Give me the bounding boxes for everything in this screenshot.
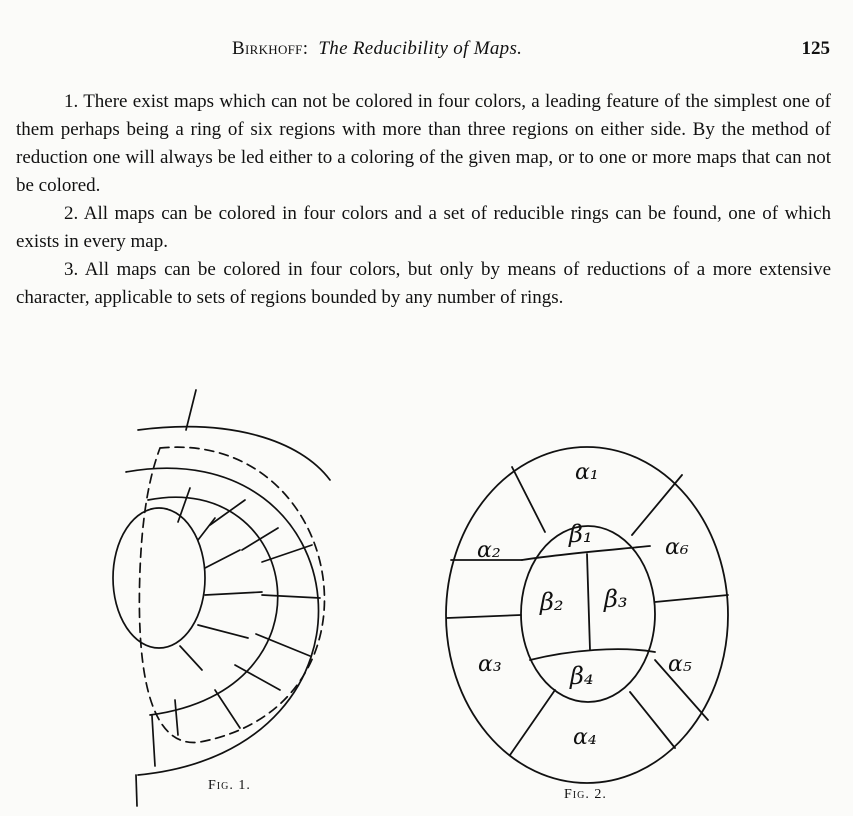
body-text: [16, 88, 831, 312]
label-alpha-6: α₆: [665, 535, 689, 560]
fig1-divider: [198, 518, 215, 540]
figure-2-caption: Fig. 2.: [564, 787, 607, 802]
header-separator: :: [302, 38, 309, 59]
fig1-divider: [215, 690, 240, 728]
fig1-arc-middle: [148, 497, 278, 715]
running-title: [232, 38, 522, 60]
fig1-divider: [186, 390, 196, 430]
fig2-radial-divider: [512, 467, 545, 532]
fig2-radial-divider: [632, 475, 682, 535]
fig1-divider: [180, 646, 202, 670]
label-beta-2: β₂: [540, 588, 564, 616]
fig1-divider: [136, 775, 137, 806]
label-alpha-4: α₄: [573, 725, 597, 750]
label-beta-1: β₁: [569, 520, 593, 548]
fig2-divider-b1: [522, 546, 650, 560]
fig2-radial-divider: [630, 692, 675, 748]
fig1-divider: [152, 716, 155, 766]
label-alpha-3: α₃: [478, 652, 502, 677]
author-name: Birkhoff: [232, 38, 303, 59]
paragraph-3: 3. All maps can be colored in four colors, but only by means of reductions of a more extensive character, applicable to sets of regions bounded by any number of rings.: [16, 259, 831, 308]
figure-1-diagram: [0, 370, 420, 816]
figures-area: [0, 370, 853, 816]
fig1-divider: [256, 634, 310, 656]
paragraph-1: 1. There exist maps which can not be colored in four colors, a leading feature of the simplest one of them perhaps being a ring of six regions with more than three regions on either side. By the method of reduction one will always be led either to a coloring of the given map, or to one or more maps that can not be colored.: [16, 91, 831, 196]
article-title: The Reducibility of Maps.: [318, 38, 523, 59]
fig1-divider: [262, 595, 320, 598]
running-header: [0, 38, 853, 62]
fig2-divider-b4: [530, 649, 655, 660]
fig2-radial-divider: [447, 615, 521, 618]
page-number: 125: [801, 38, 830, 59]
label-alpha-2: α₂: [477, 538, 501, 563]
fig1-arc-outer: [126, 468, 319, 775]
label-beta-4: β₄: [570, 662, 594, 690]
figure-1-caption: Fig. 1.: [208, 778, 251, 793]
fig2-divider-b2b3: [587, 554, 590, 650]
fig1-divider: [205, 550, 240, 568]
fig1-divider: [175, 700, 178, 735]
fig1-arc-far: [138, 427, 330, 480]
fig1-divider: [178, 488, 190, 522]
fig1-divider: [262, 545, 312, 562]
fig2-radial-divider: [510, 690, 555, 755]
fig1-divider: [242, 528, 278, 550]
label-alpha-5: α₅: [668, 652, 692, 677]
fig2-radial-divider: [655, 595, 728, 602]
fig1-dashed-curve: [139, 447, 324, 742]
fig1-inner-oval: [113, 508, 205, 648]
label-alpha-1: α₁: [575, 460, 599, 485]
fig1-divider: [198, 625, 248, 638]
fig1-divider: [205, 592, 262, 595]
label-beta-3: β₃: [604, 585, 628, 613]
paragraph-2: 2. All maps can be colored in four colors and a set of reducible rings can be found, one of which exists in every map.: [16, 203, 831, 252]
